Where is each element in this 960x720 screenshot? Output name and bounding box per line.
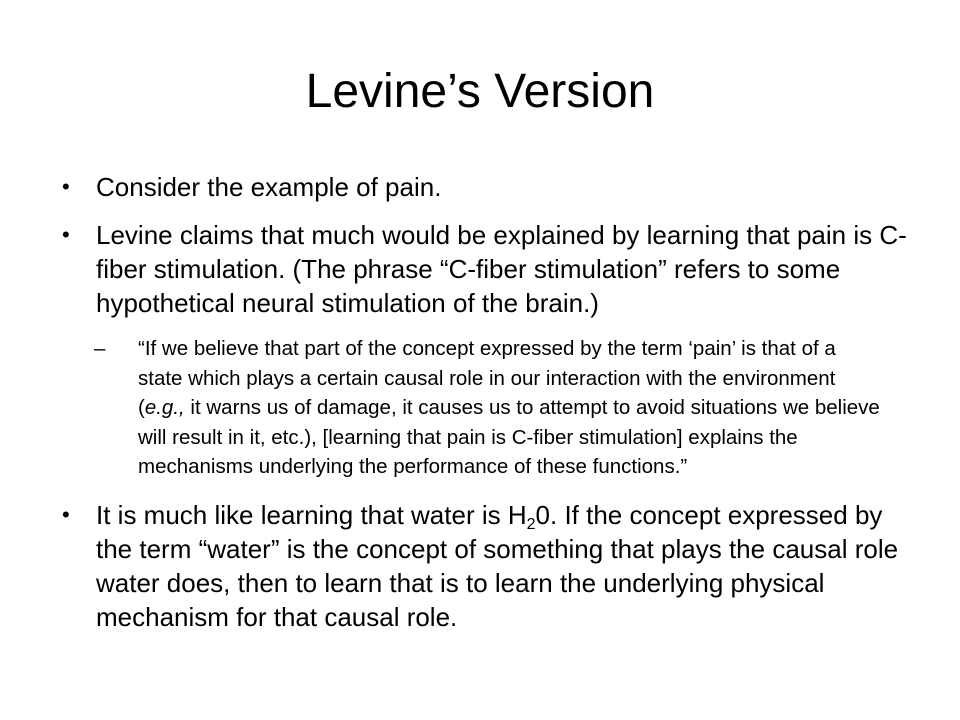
sub-bullet-text-part2: it warns us of damage, it causes us to attempt to avoid situations we believe will result in it, etc.), [learning that pain is C-fiber stimulation] explains the mechanisms underlying the performance of these functions.”: [138, 396, 880, 478]
subscript-two: 2: [526, 515, 536, 533]
bullet-marker: •: [62, 222, 70, 247]
sub-bullet-text-part1: “If we believe that part of the concept expressed by the term ‘pain’ is that of a state which plays a certain causal role in our interaction with the environment (: [138, 337, 836, 419]
bullet-text: Consider the example of pain.: [96, 172, 442, 202]
bullet-item: [62, 498, 912, 634]
bullet-marker: •: [62, 174, 70, 199]
slide-title: Levine’s Version: [305, 65, 655, 118]
bullet-marker: •: [62, 501, 70, 527]
sub-bullet-item: [94, 334, 883, 482]
sub-bullet-emphasis: e.g.,: [144, 396, 185, 419]
dash-marker: –: [94, 337, 106, 360]
bullet-text-after: 0. If the concept expressed by the term “water” is the concept of something that plays the causal role water does, then to learn that is to learn the underlying physical mechanism for that causal role.: [96, 499, 899, 632]
slide-body: [62, 170, 912, 648]
bullet-text: Levine claims that much would be explained by learning that pain is C-fiber stimulation. (The phrase “C-fiber stimulation” refers to some hypothetical neural stimulation of the brain.): [96, 220, 907, 318]
bullet-item: [62, 170, 912, 204]
bullet-item: [62, 218, 912, 320]
bullet-text-before: It is much like learning that water is H: [96, 499, 527, 530]
